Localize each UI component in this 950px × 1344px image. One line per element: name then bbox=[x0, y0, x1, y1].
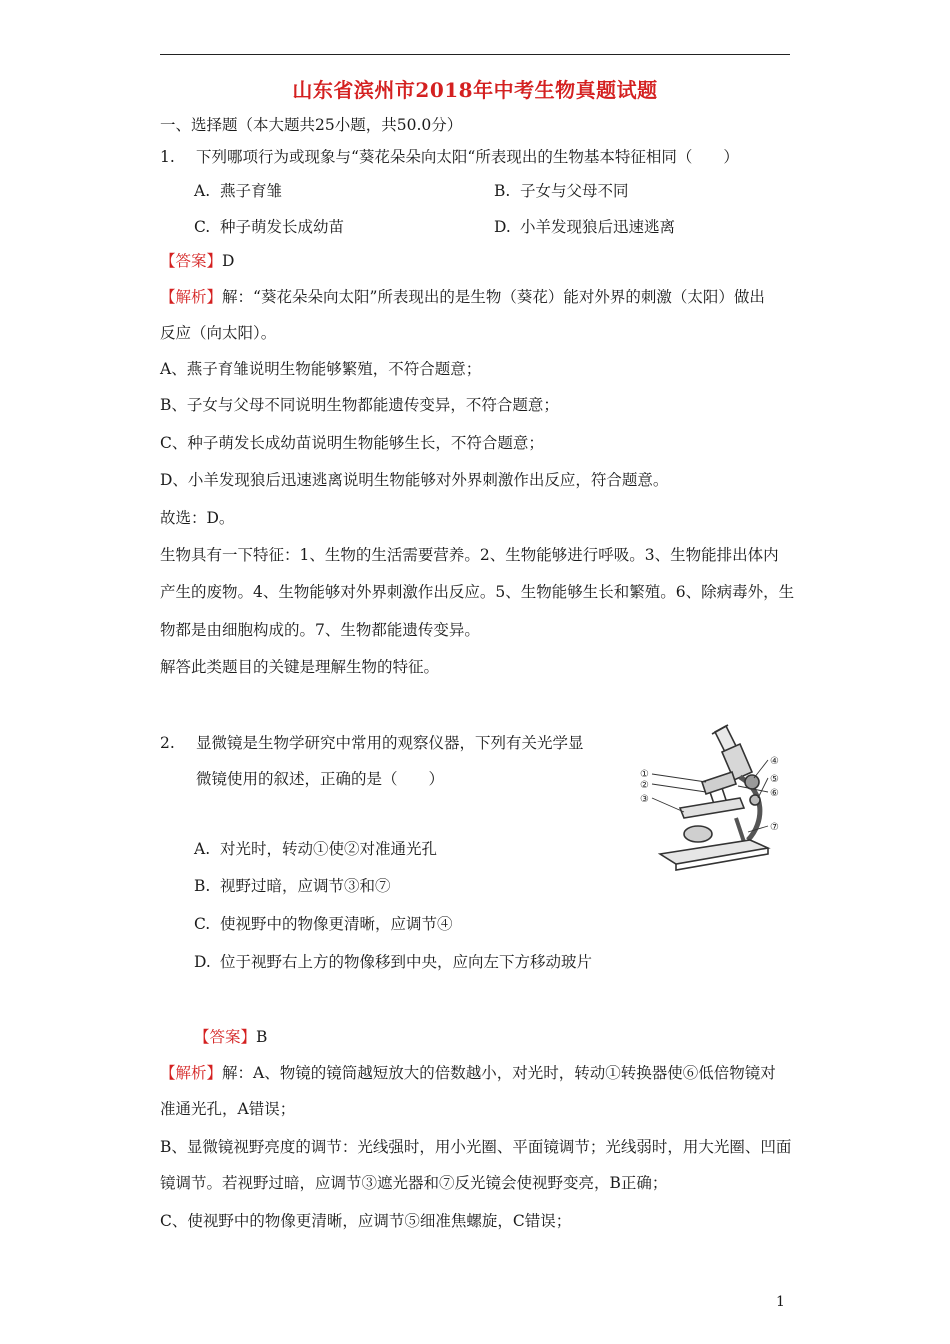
q2-option-a: A. 对光时，转动①使②对准通光孔 bbox=[194, 840, 438, 858]
answer-value: D bbox=[222, 252, 235, 270]
figure-label: ⑤ bbox=[770, 774, 779, 785]
figure-label: ③ bbox=[640, 794, 649, 805]
q1-analysis-line: 解答此类题目的关键是理解生物的特征。 bbox=[160, 658, 440, 676]
q1-option-a: A. 燕子育雏 bbox=[194, 182, 283, 200]
section-heading: 一、选择题（本大题共25小题，共50.0分） bbox=[160, 116, 463, 134]
q2-analysis-line: B、显微镜视野亮度的调节：光线强时，用小光圈、平面镜调节；光线弱时，用大光圈、凹面 bbox=[160, 1138, 792, 1156]
question-2-stem-cont: 微镜使用的叙述，正确的是（ ） bbox=[196, 770, 445, 788]
q2-option-d: D. 位于视野右上方的物像移到中央，应向左下方移动玻片 bbox=[194, 953, 593, 971]
analysis-tag: 【解析】 bbox=[160, 1064, 223, 1082]
question-2-stem bbox=[160, 732, 584, 754]
answer-value: B bbox=[256, 1028, 268, 1046]
q1-analysis-line: 【解析】解：“葵花朵朵向太阳”所表现出的是生物（葵花）能对外界的刺激（太阳）做出 bbox=[160, 288, 765, 306]
q1-analysis-line: D、小羊发现狼后迅速逃离说明生物能够对外界刺激作出反应，符合题意。 bbox=[160, 471, 669, 489]
q1-option-b: B. 子女与父母不同 bbox=[494, 182, 629, 200]
answer-tag: 【答案】 bbox=[194, 1028, 257, 1046]
analysis-tag: 【解析】 bbox=[160, 288, 223, 306]
q1-analysis-line: B、子女与父母不同说明生物都能遗传变异，不符合题意； bbox=[160, 396, 559, 414]
figure-label: ② bbox=[640, 780, 649, 791]
q2-analysis-line: 镜调节。若视野过暗，应调节③遮光器和⑦反光镜会使视野变亮，B正确； bbox=[160, 1174, 668, 1192]
q1-analysis-line: 物都是由细胞构成的。7、生物都能遗传变异。 bbox=[160, 621, 480, 639]
question-number: 1. bbox=[160, 148, 175, 166]
q1-analysis-line: A、燕子育雏说明生物能够繁殖，不符合题意； bbox=[160, 360, 482, 378]
q1-option-d: D. 小羊发现狼后迅速逃离 bbox=[494, 218, 676, 236]
answer-tag: 【答案】 bbox=[160, 252, 223, 270]
q1-option-c: C. 种子萌发长成幼苗 bbox=[194, 218, 345, 236]
q1-answer bbox=[160, 250, 234, 272]
figure-label: ① bbox=[640, 769, 649, 780]
figure-label: ④ bbox=[770, 756, 779, 767]
question-number: 2. bbox=[160, 734, 175, 752]
q2-analysis-line: 准通光孔，A错误； bbox=[160, 1100, 296, 1118]
q1-analysis-line: 反应（向太阳）。 bbox=[160, 324, 277, 342]
microscope-figure bbox=[640, 722, 790, 872]
q1-analysis-line: 产生的废物。4、生物能够对外界刺激作出反应。5、生物能够生长和繁殖。6、除病毒外，生 bbox=[160, 583, 795, 601]
question-text: 下列哪项行为或现象与“葵花朵朵向太阳“所表现出的生物基本特征相同（ ） bbox=[196, 148, 739, 166]
header-rule bbox=[160, 54, 790, 55]
q1-analysis-line: 生物具有一下特征：1、生物的生活需要营养。2、生物能够进行呼吸。3、生物能排出体内 bbox=[160, 546, 779, 564]
q1-analysis-line: 故选：D。 bbox=[160, 509, 235, 527]
q2-answer bbox=[194, 1026, 267, 1048]
figure-label: ⑦ bbox=[770, 822, 779, 833]
figure-label: ⑥ bbox=[770, 788, 779, 799]
page-number: 1 bbox=[776, 1294, 785, 1310]
page-title: 山东省滨州市2018年中考生物真题试题 bbox=[292, 78, 658, 102]
question-text: 显微镜是生物学研究中常用的观察仪器，下列有关光学显 bbox=[196, 734, 584, 752]
q2-analysis-line: 【解析】解：A、物镜的镜筒越短放大的倍数越小，对光时，转动①转换器使⑥低倍物镜对 bbox=[160, 1064, 776, 1082]
q2-option-c: C. 使视野中的物像更清晰，应调节④ bbox=[194, 915, 453, 933]
question-1-stem bbox=[160, 146, 739, 168]
q2-option-b: B. 视野过暗，应调节③和⑦ bbox=[194, 877, 391, 895]
q1-analysis-line: C、种子萌发长成幼苗说明生物能够生长，不符合题意； bbox=[160, 434, 544, 452]
q2-analysis-line: C、使视野中的物像更清晰，应调节⑤细准焦螺旋，C错误； bbox=[160, 1212, 572, 1230]
